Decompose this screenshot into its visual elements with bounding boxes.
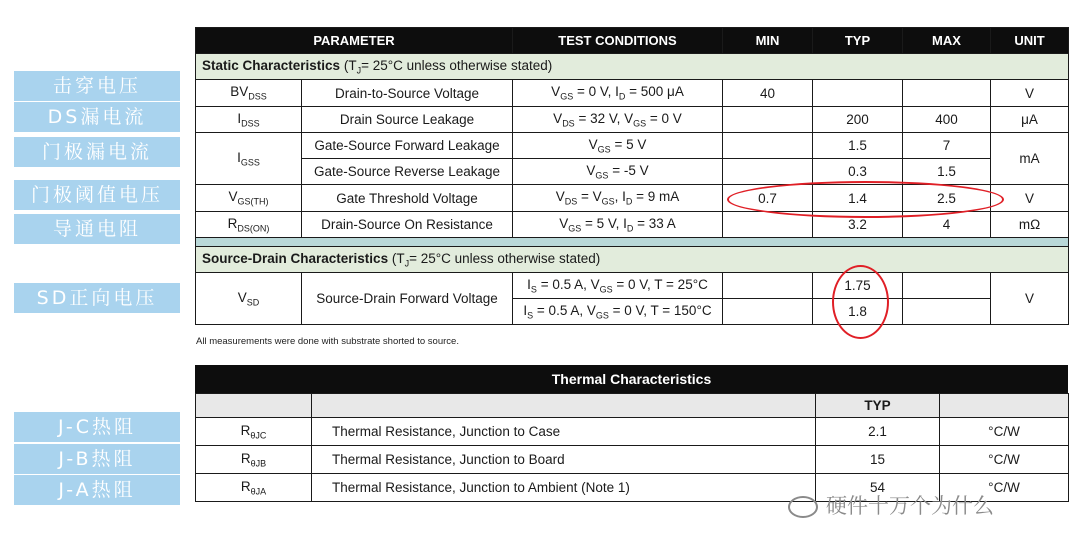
watermark: 硬件十万个为什么 xyxy=(788,490,994,520)
characteristics-table xyxy=(195,27,1069,325)
highlight-gate-threshold xyxy=(727,181,1004,218)
thermal-row-ja: $R_{\theta JA}$ Thermal Resistance, Junction to Ambient (Note 1) 54 °C/W xyxy=(196,474,1069,502)
header-max: MAX xyxy=(903,28,991,54)
label-on-resistance: 导通电阻 xyxy=(14,214,180,244)
row-rdson: $R_{DS(ON)}$ Drain-Source On Resistance $V_{GS} = 5$ V, $I_D = 33$ A 3.2 4 mΩ xyxy=(196,212,1069,238)
thermal-header-typ: TYP xyxy=(816,394,940,418)
label-gate-threshold: 门极阈值电压 xyxy=(14,180,180,210)
header-typ: TYP xyxy=(813,28,903,54)
row-bvdss: $BV_{DSS}$ Drain-to-Source Voltage $V_{GS} = 0$ V, $I_D = 500$ μA 40 V xyxy=(196,80,1069,107)
row-igss-reverse: Gate-Source Reverse Leakage $V_{GS} = -5$ V 0.3 1.5 xyxy=(196,159,1069,185)
wechat-icon xyxy=(788,496,818,518)
header-min: MIN xyxy=(723,28,813,54)
label-sd-forward: SD正向电压 xyxy=(14,283,180,313)
row-vgsth: $V_{GS(TH)}$ Gate Threshold Voltage $V_{DS} = V_{GS}$, $I_D = 9$ mA 0.7 1.4 2.5 V xyxy=(196,185,1069,212)
row-vsd-25c: $V_{SD}$ Source-Drain Forward Voltage $I_S = 0.5$ A, $V_{GS} = 0$ V, T = 25°C 1.75 V xyxy=(196,273,1069,299)
measurement-note: All measurements were done with substrate shorted to source. xyxy=(196,336,459,347)
header-unit: UNIT xyxy=(991,28,1069,54)
label-breakdown-voltage: 击穿电压 xyxy=(14,71,180,101)
label-jc: J-C热阻 xyxy=(14,412,180,442)
section-divider xyxy=(196,238,1069,247)
label-jb: J-B热阻 xyxy=(14,444,180,474)
highlight-vsd-typ xyxy=(832,265,889,339)
static-section-title: Static Characteristics ($T_J= 25^\circ C$ unless otherwise stated) xyxy=(196,54,1069,80)
thermal-row-jc: $R_{\theta JC}$ Thermal Resistance, Junction to Case 2.1 °C/W xyxy=(196,418,1069,446)
label-ja: J-A热阻 xyxy=(14,475,180,505)
row-igss-forward: $I_{GSS}$ Gate-Source Forward Leakage $V_{GS} = 5$ V 1.5 7 mA xyxy=(196,133,1069,159)
label-gate-leakage: 门极漏电流 xyxy=(14,137,180,167)
label-ds-leakage: DS漏电流 xyxy=(14,102,180,132)
sd-section-title: Source-Drain Characteristics ($T_J= 25^\circ C$ unless otherwise stated) xyxy=(196,247,1069,273)
thermal-row-jb: $R_{\theta JB}$ Thermal Resistance, Junction to Board 15 °C/W xyxy=(196,446,1069,474)
row-idss: $I_{DSS}$ Drain Source Leakage $V_{DS} = 32$ V, $V_{GS} = 0$ V 200 400 μA xyxy=(196,107,1069,133)
header-test-conditions: TEST CONDITIONS xyxy=(513,28,723,54)
row-vsd-150c: $I_S = 0.5$ A, $V_{GS} = 0$ V, T = 150°C 1.8 xyxy=(196,299,1069,325)
thermal-table xyxy=(195,393,1069,502)
header-parameter: PARAMETER xyxy=(196,28,513,54)
thermal-title: Thermal Characteristics xyxy=(195,365,1068,393)
